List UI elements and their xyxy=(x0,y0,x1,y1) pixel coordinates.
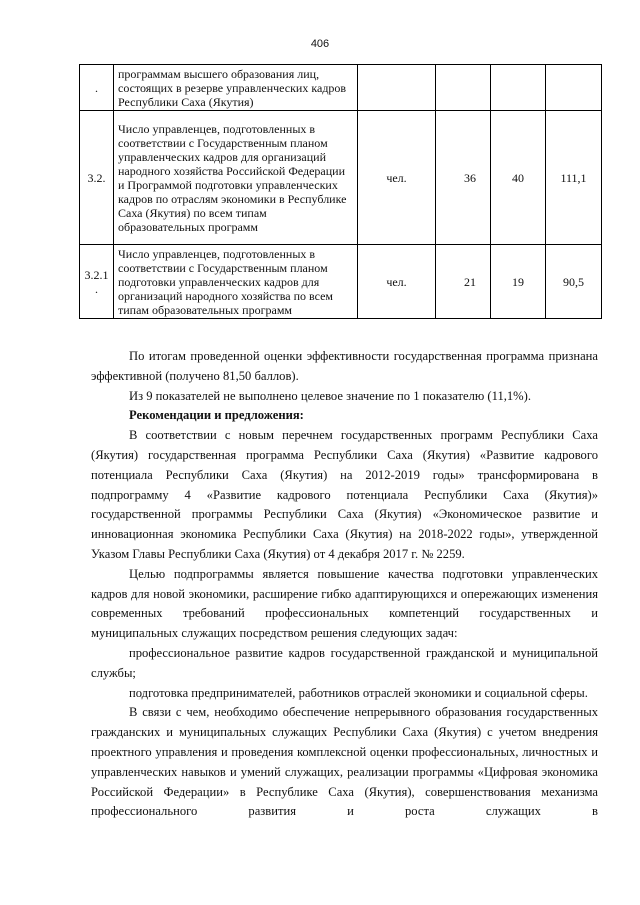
paragraph-conclusion: В связи с чем, необходимо обеспечение непрерывного образования государственных гражданских и муниципальных служащих Республики Саха (Якутия) с учетом внедрения проектного управления и проведения комплексной оценки профессиональных, личностных и управленческих навыков и умений служащих, реализации программы «Цифровая экономика Российской Федерации» в Республике Саха (Якутия), совершенствования механизма профессионального развития и роста служащих в xyxy=(91,705,598,819)
paragraph-transformation: В соответствии с новым перечнем государственных программ Республики Саха (Якутия) государственная программа Республики Саха (Якутия) «Развитие кадрового потенциала Республики Саха (Якутия) на 2012-2019 годы» трансформирована в подпрограмму 4 «Развитие кадрового потенциала Республики Саха (Якутия)» государственной программы Республики Саха (Якутия) «Экономическое развитие и инновационная экономика Республики Саха (Якутия) на 2018-2022 годы», утвержденной Указом Главы Республики Саха (Якутия) от 4 декабря 2017 г. № 2259. xyxy=(91,428,598,561)
plan-cell: 21 xyxy=(436,245,491,319)
indicator-text: Число управленцев, подготовленных в соответствии с Государственным планом управленческих кадров для организаций народного хозяйства Российской Федерации и Программой подготовки управленческих кадров по отраслям экономики в Республике Саха (Якутия) по всем типам образовательных программ xyxy=(114,111,358,245)
fact-cell: 19 xyxy=(491,245,546,319)
plan-cell: 36 xyxy=(436,111,491,245)
unit-cell: чел. xyxy=(358,245,436,319)
indicators-table xyxy=(79,64,602,319)
fact-cell xyxy=(491,65,546,111)
section-heading: Рекомендации и предложения: xyxy=(129,408,304,423)
table-row xyxy=(80,245,602,319)
row-number: 3.2. xyxy=(80,111,114,245)
table-row xyxy=(80,65,602,111)
plan-cell xyxy=(436,65,491,111)
page-number: 406 xyxy=(310,38,330,50)
unit-cell: чел. xyxy=(358,111,436,245)
row-number: 3.2.1 . xyxy=(80,245,114,319)
body-text xyxy=(91,347,598,822)
fact-cell: 40 xyxy=(491,111,546,245)
row-number: . xyxy=(80,65,114,111)
indicator-text: Число управленцев, подготовленных в соответствии с Государственным планом подготовки управленческих кадров для организаций народного хозяйства по всем типам образовательных программ xyxy=(114,245,358,319)
paragraph-goal: Целью подпрограммы является повышение качества подготовки управленческих кадров для новой экономики, расширение гибко адаптирующихся и опережающих изменения современных требований профессиональных компетенций государственных и муниципальных служащих посредством решения следующих задач: xyxy=(91,566,598,641)
paragraph-task-2: подготовка предпринимателей, работников отраслей экономики и социальной сферы. xyxy=(129,685,588,700)
percent-cell xyxy=(546,65,602,111)
paragraph-indicators: Из 9 показателей не выполнено целевое значение по 1 показателю (11,1%). xyxy=(129,388,532,403)
table-row xyxy=(80,111,602,245)
unit-cell xyxy=(358,65,436,111)
indicator-text: программам высшего образования лиц, состоящих в резерве управленческих кадров Республики Саха (Якутия) xyxy=(114,65,358,111)
paragraph-evaluation: По итогам проведенной оценки эффективности государственная программа признана эффективной (получено 81,50 баллов). xyxy=(91,349,598,383)
percent-cell: 90,5 xyxy=(546,245,602,319)
percent-cell: 111,1 xyxy=(546,111,602,245)
paragraph-task-1: профессиональное развитие кадров государственной гражданской и муниципальной службы; xyxy=(91,645,598,680)
